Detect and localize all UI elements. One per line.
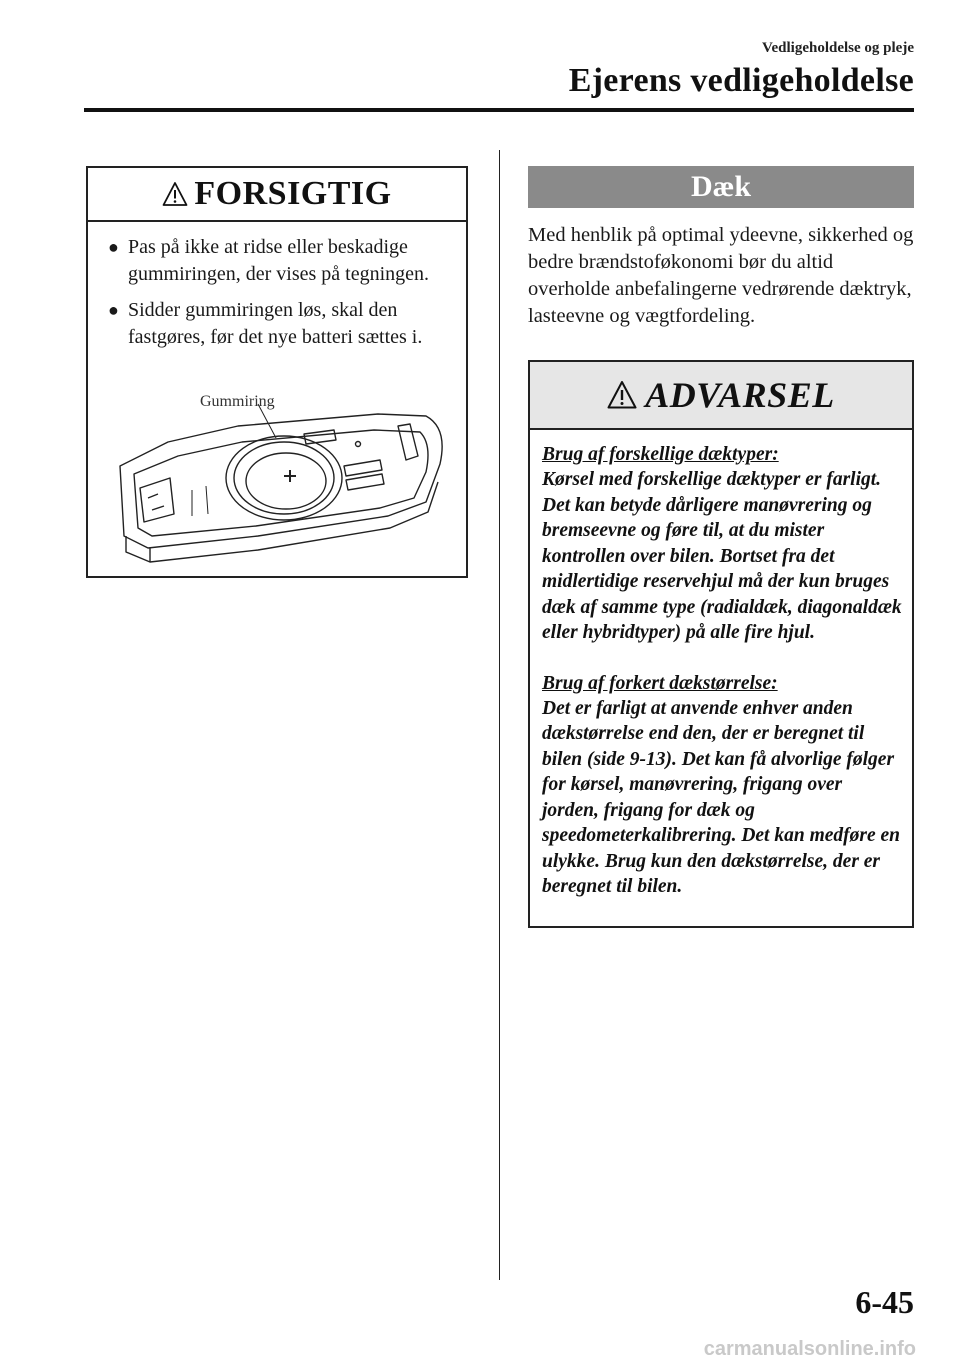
intro-paragraph: Med henblik på optimal ydeevne, sikkerhed og bedre brændstoføkonomi bør du altid overholde anbefalingerne vedrørende dæktryk, lasteevne og vægtfordeling. (528, 224, 914, 327)
caution-item-text: Pas på ikke at ridse eller beskadige gummiringen, der vises på tegningen. (128, 236, 430, 285)
warning-text: Kørsel med forskellige dæktyper er farligt. Det kan betyde dårligere manøvrering og bremseevne og føre til, at du mister kontrollen over bilen. Bortset fra det midlertidige reservehjul må der kun bruges dæk af samme type (radialdæk, diagonaldæk eller hybridtyper) på alle fire hjul. (542, 469, 902, 643)
watermark: carmanualsonline.info (703, 1338, 916, 1360)
warning-body (530, 430, 912, 900)
header-rule (84, 108, 914, 112)
warning-subheading: Brug af forkert dækstørrelse: (542, 672, 778, 694)
column-divider (499, 150, 500, 1280)
list-item (108, 297, 466, 351)
illustration-label: Gummiring (200, 393, 275, 410)
warning-triangle-icon (162, 181, 188, 207)
page-number: 6-45 (855, 1284, 914, 1320)
bullet-icon: ● (108, 300, 119, 320)
section-label: Vedligeholdelse og pleje (762, 40, 914, 56)
key-battery-illustration (108, 386, 448, 566)
warning-header (530, 362, 912, 430)
list-item (108, 234, 466, 288)
chapter-title: Ejerens vedligeholdelse (568, 62, 914, 99)
caution-item-text: Sidder gummiringen løs, skal den fastgøres, før det nye batteri sættes i. (128, 299, 423, 348)
caution-list (88, 234, 466, 351)
caution-box (86, 166, 468, 578)
bullet-icon: ● (108, 237, 119, 257)
section-title: Dæk (690, 170, 751, 203)
warning-text: Det er farligt at anvende enhver anden dækstørrelse end den, der er beregnet til bilen (side 9-13). Det kan få alvorlige følger for kørsel, manøvrering, frigang over jorden, frigang for dæk og speedometerkalibrering. Det kan medføre en ulykke. Brug kun den dækstørrelse, der er beregnet til bilen. (542, 697, 900, 897)
warning-title: ADVARSEL (645, 375, 835, 415)
caution-title: FORSIGTIG (194, 175, 392, 212)
warning-box (528, 360, 914, 928)
warning-subheading: Brug af forskellige dæktyper: (542, 444, 779, 465)
section-banner (528, 166, 914, 208)
warning-triangle-icon (607, 380, 637, 410)
caution-header (88, 168, 466, 222)
